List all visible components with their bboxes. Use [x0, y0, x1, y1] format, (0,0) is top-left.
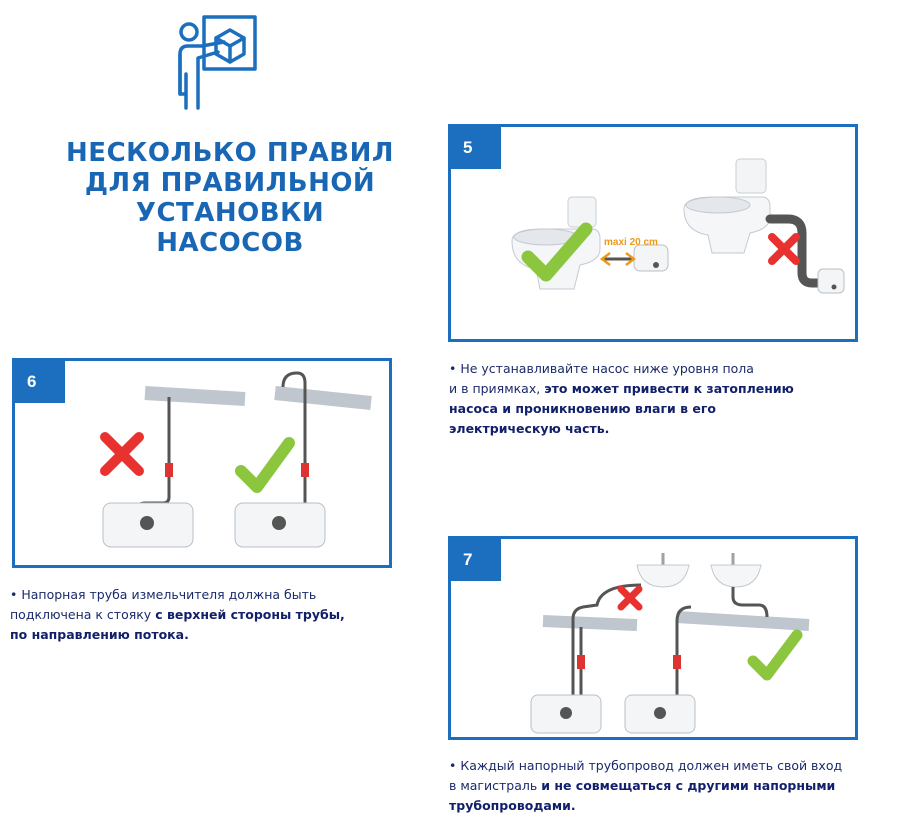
illustration-toilet-wrong	[676, 153, 846, 313]
panel-7-caption	[449, 756, 894, 816]
title-line: НАСОСОВ	[156, 228, 304, 258]
illustration-toilet-correct	[506, 189, 686, 299]
caption-bold: это может привести к затоплению	[544, 381, 794, 396]
title-line: УСТАНОВКИ	[135, 198, 325, 228]
caption-line: и в приямках,	[449, 381, 545, 396]
panel-number-badge: 7	[451, 539, 501, 581]
panel-5-caption	[449, 359, 879, 439]
distance-label: maxi 20 cm	[604, 237, 658, 248]
caption-bold: насоса и проникновению влаги в его	[449, 401, 716, 416]
panel-number-badge: 5	[451, 127, 501, 169]
caption-line: подключена к стояку	[10, 607, 156, 622]
caption-line: в магистраль	[449, 778, 542, 793]
caption-line: • Напорная труба измельчителя должна быть	[10, 587, 317, 602]
caption-line: • Каждый напорный трубопровод должен иметь свой вход	[449, 758, 843, 773]
panel-6	[12, 358, 392, 568]
caption-bold: по направлению потока.	[10, 627, 189, 642]
illustration-separate-lines	[521, 545, 851, 735]
presenter-box-icon	[176, 14, 258, 110]
illustration-riser-connection	[85, 375, 375, 555]
panel-7	[448, 536, 858, 740]
caption-bold: и не совмещаться с другими напорными	[541, 778, 836, 793]
panel-number-badge: 6	[15, 361, 65, 403]
page-title	[40, 138, 420, 258]
caption-bold: с верхней стороны трубы,	[155, 607, 345, 622]
title-line: ДЛЯ ПРАВИЛЬНОЙ	[84, 168, 376, 198]
panel-6-caption	[10, 585, 410, 645]
title-line: НЕСКОЛЬКО ПРАВИЛ	[66, 138, 394, 168]
caption-bold: трубопроводами.	[449, 798, 576, 813]
caption-line: • Не устанавливайте насос ниже уровня пола	[449, 361, 754, 376]
caption-bold: электрическую часть.	[449, 421, 610, 436]
panel-5	[448, 124, 858, 342]
